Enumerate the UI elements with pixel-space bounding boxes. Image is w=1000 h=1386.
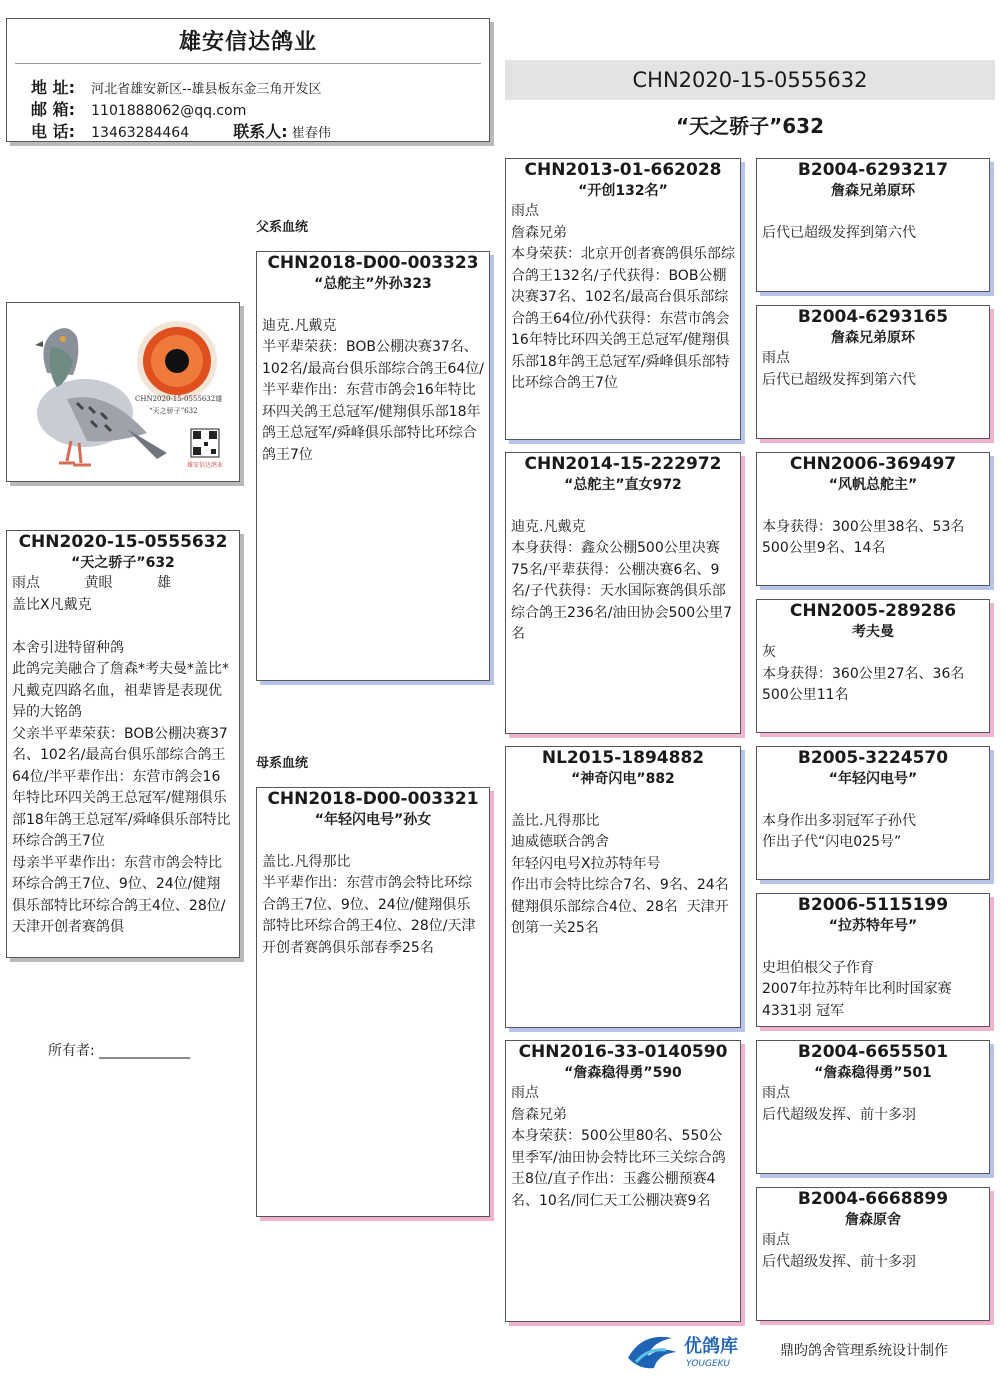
grandsire-paternal-card	[505, 158, 741, 440]
gen3-description: 雨点 詹森兄弟 本身荣获：500公里80名、550公里季军/油田协会特比环三关综合鸽王8位/直子作出：玉鑫公棚预赛4名、10名/同仁天工公棚决赛9名	[511, 1085, 726, 1209]
gen4-name: 詹森兄弟原环	[831, 330, 915, 346]
granddam-maternal-card	[505, 1040, 741, 1322]
gen3-description: 迪克.凡戴克 本身获得：鑫众公棚500公里决赛75名/平辈获得：公棚决赛6名、9名/子代获得：天水国际赛鸽俱乐部综合鸽王236名/油田协会500公里7名	[511, 518, 733, 642]
email-row	[31, 97, 246, 120]
photo-caption-name: “天之骄子”632	[149, 407, 198, 415]
footer-credit: 鼎昀鸽舍管理系统设计制作	[780, 1343, 948, 1359]
loft-info-card	[6, 18, 490, 142]
gen4-description: 史坦伯根父子作育 2007年拉苏特年比利时国家赛4331羽 冠军	[762, 959, 952, 1019]
gen4-description: 本身获得：300公里38名、53名 500公里9名、14名	[762, 518, 965, 556]
pigeon-photo	[6, 302, 240, 482]
pedigree-name-title: “天之骄子”632	[675, 114, 825, 138]
gen3-description: 雨点 詹森兄弟 本身荣获：北京开创者赛鸽俱乐部综合鸽王132名/子代获得：BOB公棚决赛37名、102名/最高台俱乐部综合鸽王64位/孙代获得：东营市鸽会16年特比环四关鸽王总冠军/健翔俱乐部18年鸽王总冠军/舜峰俱乐部特比环综合鸽王7位	[511, 203, 735, 391]
gen4-name: “风帆总舵主”	[828, 477, 918, 493]
gen3-ring: NL2015-1894882	[541, 748, 705, 768]
subject-attrs: 雨点 黄眼 雄	[12, 575, 172, 591]
gen4-card-2	[756, 305, 990, 439]
gen4-name: 詹森兄弟原环	[831, 183, 915, 199]
gen4-ring: B2004-6293165	[797, 307, 949, 327]
subject-description: 盖比X凡戴克 本舍引进特留种鸽 此鸽完美融合了詹森*考夫曼*盖比*凡戴克四路名血，祖辈皆是表现优异的大铭鸽 父亲半平辈荣获：BOB公棚决赛37名、102名/最高台俱乐部综合鸽王64位/半平辈作出：东营市鸽会16年特比环四关鸽王总冠军/健翔俱乐部18年鸽王总冠军/舜峰俱乐部特比环综合鸽王7位 母亲半平辈作出：东营市鸽会特比环综合鸽王7位、9位、24位/健翔俱乐部特比环综合鸽王4位、28位/天津开创者赛鸽俱	[12, 596, 231, 935]
logo-en: YOUGEKU	[686, 1359, 731, 1369]
phone-value: 13463284464	[91, 125, 190, 141]
gen3-description: 盖比.凡得那比 迪威德联合鸽舍 年轻闪电号X拉苏特年号 作出市会特比综合7名、9名、24名 健翔俱乐部综合4位、28名 天津开创第一关25名	[511, 812, 729, 936]
gen4-name: 考夫曼	[852, 624, 894, 640]
gen4-ring: CHN2006-369497	[789, 454, 957, 474]
sire-description: 迪克.凡戴克 半平辈荣获：BOB公棚决赛37名、102名/最高台俱乐部综合鸽王64位/半平辈作出：东营市鸽会16年特比环四关鸽王总冠军/健翔俱乐部18年鸽王总冠军/舜峰俱乐部特比环综合鸽王7位	[262, 317, 484, 463]
photo-caption-ring: CHN2020-15-0555632雄	[135, 395, 223, 403]
gen4-card-7	[756, 1040, 990, 1174]
yougeku-logo	[622, 1328, 772, 1378]
subject-ring: CHN2020-15-0555632	[18, 532, 228, 552]
subject-pigeon-card	[6, 530, 240, 958]
gen4-ring: CHN2005-289286	[789, 601, 957, 621]
gen3-ring: CHN2016-33-0140590	[518, 1042, 728, 1062]
logo-cn: 优鸽库	[684, 1336, 738, 1357]
gen4-description: 雨点 后代超级发挥、前十多羽	[762, 1232, 916, 1270]
grandsire-maternal-card	[505, 746, 741, 1028]
gen4-ring: B2004-6293217	[797, 160, 949, 180]
gen4-description: 雨点 后代超级发挥、前十多羽	[762, 1085, 916, 1123]
pedigree-ring-title: CHN2020-15-0555632	[505, 60, 995, 100]
pigeon-image	[7, 303, 239, 481]
gen4-card-1	[756, 158, 990, 292]
dam-card	[256, 787, 490, 1217]
owner-line: 所有者: _____________	[48, 1043, 191, 1059]
gen4-description: 本身作出多羽冠军子孙代 作出子代“闪电025号”	[762, 812, 916, 850]
header-divider	[15, 63, 481, 64]
granddam-paternal-card	[505, 452, 741, 734]
gen4-name: “拉苏特年号”	[828, 918, 918, 934]
gen4-card-3	[756, 452, 990, 586]
dam-ring: CHN2018-D00-003321	[267, 789, 479, 809]
gen3-name: “神奇闪电”882	[571, 771, 675, 787]
gen4-description: 灰 本身获得：360公里27名、36名 500公里11名	[762, 644, 965, 703]
address-row	[31, 75, 322, 98]
gen4-card-8	[756, 1187, 990, 1321]
phone-label: 电 话:	[31, 122, 75, 141]
gen3-ring: CHN2014-15-222972	[524, 454, 722, 474]
gen4-ring: B2005-3224570	[797, 748, 949, 768]
gen4-ring: B2006-5115199	[797, 895, 949, 915]
loft-name: 雄安信达鸽业	[178, 30, 317, 55]
subject-name: “天之骄子”632	[71, 555, 175, 571]
phone-row	[31, 119, 331, 142]
sire-name: “总舵主”外孙323	[314, 276, 432, 292]
sire-card	[256, 251, 490, 681]
swirl-icon	[622, 1328, 772, 1374]
contact-value: 崔春伟	[291, 126, 331, 141]
dam-name: “年轻闪电号”孙女	[314, 812, 432, 828]
email-value: 1101888062@qq.com	[91, 103, 247, 119]
gen4-card-6	[756, 893, 990, 1027]
email-label: 邮 箱:	[31, 100, 75, 119]
gen4-ring: B2004-6655501	[797, 1042, 949, 1062]
gen3-name: “总舵主”直女972	[564, 477, 682, 493]
gen3-name: “开创132名”	[578, 183, 668, 199]
address-label: 地 址:	[31, 78, 75, 97]
gen3-name: “詹森稳得勇”590	[564, 1065, 682, 1081]
gen4-name: “詹森稳得勇”501	[814, 1065, 932, 1081]
gen4-description: 后代已超级发挥到第六代	[762, 224, 916, 241]
gen4-card-4	[756, 599, 990, 733]
mother-line-label: 母系血统	[256, 756, 309, 771]
photo-watermark: 雄安信达鸽业	[187, 462, 224, 469]
contact-label: 联系人:	[233, 122, 288, 141]
gen4-name: 詹森原舍	[845, 1212, 901, 1228]
dam-description: 盖比.凡得那比 半平辈作出：东营市鸽会特比环综合鸽王7位、9位、24位/健翔俱乐部特比环综合鸽王4位、28位/天津开创者赛鸽俱乐部春季25名	[262, 853, 476, 956]
gen3-ring: CHN2013-01-662028	[524, 160, 722, 180]
gen4-name: “年轻闪电号”	[828, 771, 918, 787]
sire-ring: CHN2018-D00-003323	[267, 253, 479, 273]
gen4-ring: B2004-6668899	[797, 1189, 949, 1209]
address-value: 河北省雄安新区--雄县板东金三角开发区	[91, 82, 322, 97]
gen4-card-5	[756, 746, 990, 880]
gen4-description: 雨点 后代已超级发挥到第六代	[762, 350, 916, 388]
father-line-label: 父系血统	[256, 220, 309, 235]
